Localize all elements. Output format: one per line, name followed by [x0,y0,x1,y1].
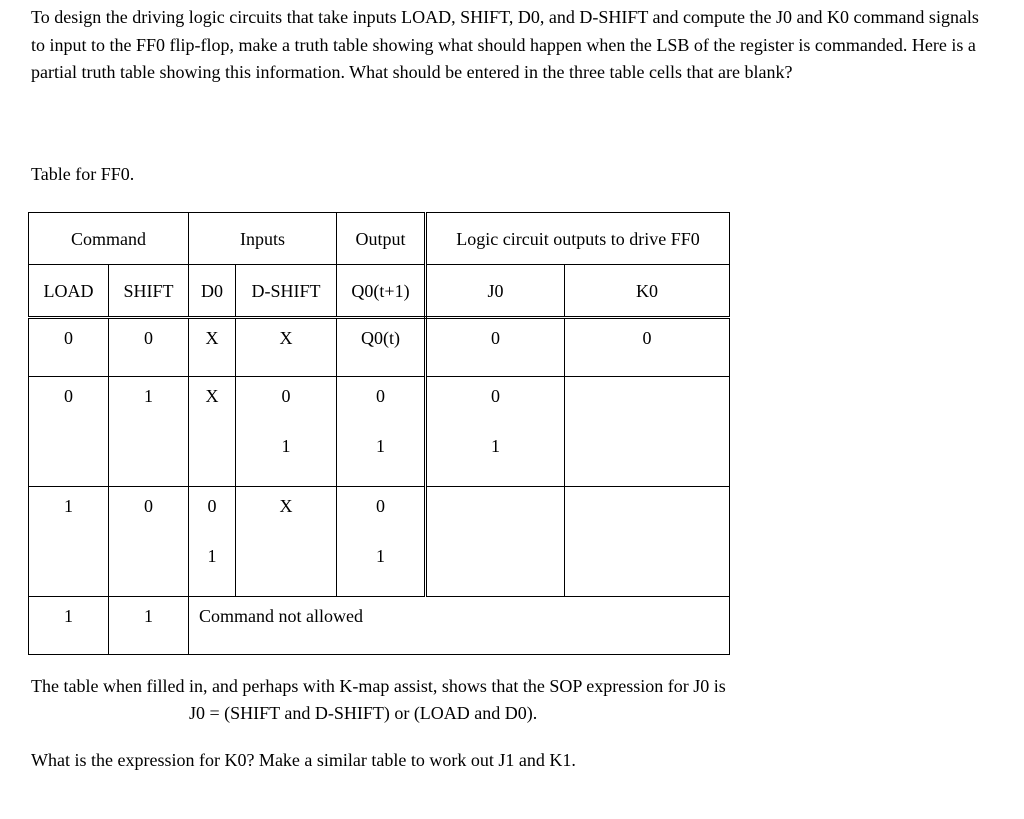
table-row [29,318,730,377]
dshift-value: 0 [281,386,291,406]
cell-j0-blank [426,487,565,597]
q0-value: 1 [376,546,385,566]
col-shift: SHIFT [109,265,189,318]
ff0-truth-table [28,212,730,655]
cell-q0 [337,377,426,487]
d0-value: 1 [207,546,217,566]
cell-dshift: X [236,318,337,377]
col-q0: Q0(t+1) [337,265,426,318]
header-command: Command [29,213,189,265]
cell-j0: 0 [426,318,565,377]
table-row [29,377,730,487]
col-j0: J0 [426,265,565,318]
cell-q0: Q0(t) [337,318,426,377]
cell-d0: X [189,377,236,487]
intro-paragraph: To design the driving logic circuits that take inputs LOAD, SHIFT, D0, and D-SHIFT and compute the J0 and K0 command signals to input to the FF0 flip-flop, make a truth table showing what should happen when the LSB of the register is commanded. Here is a partial truth table showing this information. What should be entered in the three table cells that are blank? [31,7,979,82]
cell-shift: 0 [109,487,189,597]
cell-d0: X [189,318,236,377]
cell-dshift [236,377,337,487]
cell-load: 1 [29,487,109,597]
j0-value: 1 [491,436,500,456]
cell-shift: 1 [109,597,189,655]
conclusion-paragraph [31,673,726,727]
cell-load: 1 [29,597,109,655]
j0-expression: J0 = (SHIFT and D-SHIFT) or (LOAD and D0). [189,703,538,723]
cell-k0-blank [565,487,730,597]
col-load: LOAD [29,265,109,318]
cell-shift: 1 [109,377,189,487]
question-paragraph: What is the expression for K0? Make a similar table to work out J1 and K1. [31,750,576,770]
header-output: Output [337,213,426,265]
header-inputs: Inputs [189,213,337,265]
table-caption: Table for FF0. [31,164,135,184]
conclusion-line: The table when filled in, and perhaps with K-map assist, shows that the SOP expression for J0 is [31,676,726,696]
cell-dshift: X [236,487,337,597]
d0-value: 0 [207,496,217,516]
j0-value: 0 [491,386,500,406]
column-header-row [29,265,730,318]
header-logic-outputs: Logic circuit outputs to drive FF0 [426,213,730,265]
q0-value: 0 [376,496,385,516]
cell-load: 0 [29,377,109,487]
group-header-row [29,213,730,265]
cell-command-not-allowed: Command not allowed [189,597,730,655]
col-d0: D0 [189,265,236,318]
cell-q0 [337,487,426,597]
cell-shift: 0 [109,318,189,377]
col-dshift: D-SHIFT [236,265,337,318]
q0-value: 1 [376,436,385,456]
cell-k0-blank [565,377,730,487]
table-row [29,487,730,597]
cell-load: 0 [29,318,109,377]
table-row [29,597,730,655]
cell-k0: 0 [565,318,730,377]
cell-d0 [189,487,236,597]
cell-j0 [426,377,565,487]
dshift-value: 1 [281,436,291,456]
col-k0: K0 [565,265,730,318]
q0-value: 0 [376,386,385,406]
